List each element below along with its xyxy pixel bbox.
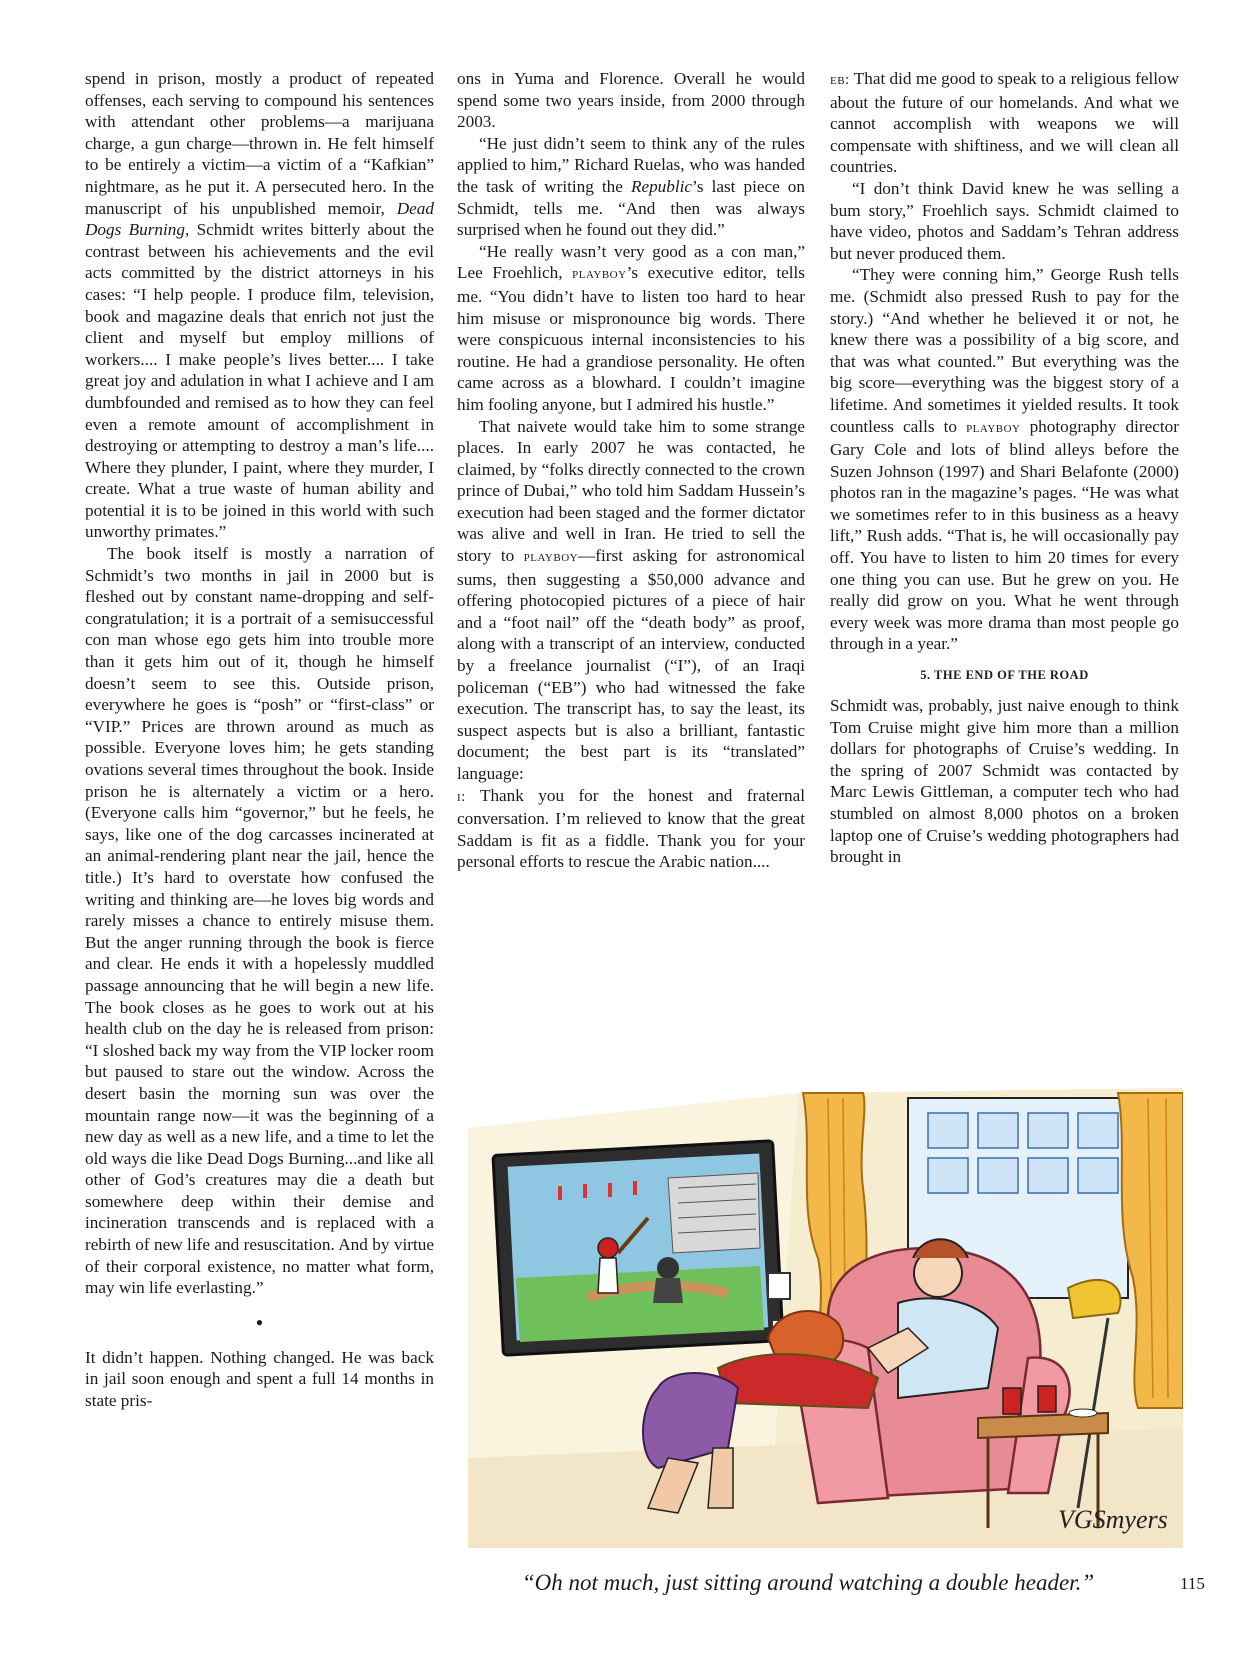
paragraph bbox=[830, 264, 1179, 655]
transcript-line bbox=[457, 785, 805, 873]
paragraph bbox=[457, 241, 805, 416]
magazine-name: playboy bbox=[523, 549, 579, 566]
text-run: That did me good to speak to a religious fellow about the future of our homelands. And what we cannot accomplish with weapons we will compensate with shiftiness, and we will clean all countries. bbox=[830, 69, 1179, 177]
book-title: Dead Dogs Burning bbox=[85, 198, 434, 240]
text-run: Thank you for the honest and fraternal conversation. I’m relieved to know that the great Saddam is fit as a fiddle. Thank you for your personal efforts to rescue the Arabic nation.... bbox=[457, 785, 805, 872]
magazine-name: playboy bbox=[966, 419, 1021, 436]
paragraph bbox=[457, 416, 805, 785]
cartoon-drawing bbox=[468, 1088, 1183, 1548]
paragraph bbox=[457, 133, 805, 241]
text-run: ’s executive editor, tells me. “You didn’t have to listen too hard to hear him misuse or mispronounce big words. There were conspicuous internal inconsistencies to his routine. He had a grandiose personality. He often came across as a blowhard. I couldn’t imagine him fooling anyone, but I admired his hustle.” bbox=[457, 263, 805, 414]
speaker-label: eb: bbox=[830, 72, 850, 88]
text-run: “He just didn’t seem to think any of the rules applied to him,” Richard Ruelas, who was handed the task of writing the bbox=[457, 133, 805, 196]
page-number: 115 bbox=[1180, 1574, 1205, 1593]
text-run: ’s last piece on Schmidt, tells me. “And then was always surprised when he found out they did.” bbox=[457, 176, 805, 240]
text-run: , Schmidt writes bitterly about the contrast between his achievements and the evil acts committed by the district attorneys in his cases: “I help people. I produce film, television, book and magazine deals that enrich not just the client and myself but employ millions of workers.... I make people’s lives better.... I take great joy and adulation in what I achieve and I am dumbfounded and remised as to how they can feel even a remote amount of accomplishment in destroying or attempting to destroy a man’s life.... Where they plunder, I paint, where they murder, I create. What a true waste of human ability and potential it is to be joined in this world with such unworthy primates.” bbox=[85, 220, 434, 542]
paragraph: ons in Yuma and Florence. Overall he would spend some two years inside, from 2000 through 2003. bbox=[457, 69, 805, 132]
text-run: photography director Gary Cole and lots of blind alleys before the Suzen Johnson (1997) and Shari Belafonte (2000) photos ran in the magazine’s pages. “He was what we sometimes refer to in this business as a heavy lift,” Rush adds. “That is, he will occasionally pay off. You have to listen to him 20 times for every one thing you can use. But he grew on you. He really did grow on you. What he went through every week was more drama than most people go through in a year.” bbox=[830, 416, 1179, 654]
cartoon-caption: “Oh not much, just sitting around watching a double header.” bbox=[521, 1570, 1095, 1595]
article-column-1 bbox=[85, 68, 434, 1412]
transcript-line bbox=[830, 68, 1179, 178]
paragraph: Schmidt was, probably, just naive enough to think Tom Cruise might give him more than a million dollars for photographs of Cruise’s wedding. In the spring of 2007 Schmidt was contacted by Marc Lewis Gittleman, a computer tech who had stumbled on almost 8,000 photos on a broken laptop one of Cruise’s wedding photographers had brought in bbox=[830, 696, 1179, 867]
text-run: —first asking for astronomical sums, then suggesting a $50,000 advance and offering photocopied pictures of a piece of hair and a “foot nail” off the “death body” as proof, along with a transcript of an interview, conducted by a freelance journalist (“I”), of an Iraqi policeman (“EB”) who had witnessed the fake execution. The transcript has, to say the least, its suspect aspects but is also a brilliant, fantastic document; the best part is its “translated” language: bbox=[457, 546, 805, 783]
cartoon-illustration bbox=[468, 1088, 1183, 1548]
paragraph: “I don’t think David knew he was selling a bum story,” Froehlich says. Schmidt claimed to have video, photos and Saddam’s Tehran address but never produced them. bbox=[830, 178, 1179, 263]
article-column-3 bbox=[830, 68, 1179, 868]
text-run: That naivete would take him to some strange places. In early 2007 he was contacted, he claimed, by “folks directly connected to the crown prince of Dubai,” who told him Saddam Hussein’s execution had been staged and the former dictator was alive and well in Iran. He tried to sell the story to bbox=[457, 416, 805, 566]
speaker-label: i: bbox=[457, 788, 466, 805]
section-bullet: • bbox=[255, 1309, 264, 1335]
section-heading: 5. THE END OF THE ROAD bbox=[920, 668, 1089, 683]
paragraph: It didn’t happen. Nothing changed. He was back in jail soon enough and spent a full 14 months in state pris- bbox=[85, 1347, 434, 1411]
publication-name: Republic bbox=[630, 176, 693, 196]
paragraph: The book itself is mostly a narration of Schmidt’s two months in jail in 2000 but is fleshed out by constant name-dropping and self-congratulation; it is a portrait of a semisuccessful con man whose ego gets him into trouble more than it gets him out of it, though he himself doesn’t seem to see this. Outside prison, everywhere he goes is “posh” or “first-class” or “VIP.” Prices are thrown around as much as possible. Everyone loves him; he gets standing ovations several times throughout the book. Inside prison he is alternately a victim or a hero. (Everyone calls him “governor,” but he feels, he says, like one of the dog carcasses incinerated at an animal-rendering plant near the jail, hence the title.) It’s hard to overstate how confused the writing and thinking are—he loves big words and rarely misses a chance to entirely misuse them. But the anger running through the book is fierce and clear. He ends it with a hopelessly muddled passage announcing that he will begin a new life. The book closes as he goes to work out at his health club on the day he is released from prison: “I sloshed back my way from the VIP locker room but paused to stare out the window. Across the desert basin the morning sun was over the mountain range now—it was the beginning of a new day as well as a new life, and a time to let the old ways die like Dead Dogs Burning...and like all other of God’s creatures may die a death but somewhere deep within their demise and incineration transcends and is replaced with a rebirth of new life and resuscitation. And by virtue of their corporal existence, no matter what form, may win life everlasting.” bbox=[85, 544, 434, 1298]
article-column-2 bbox=[457, 68, 805, 873]
text-run: spend in prison, mostly a product of repeated offenses, each serving to compound his sentences with attendant other problems—a marijuana charge, a gun charge—thrown in. He felt himself to be entirely a victim—a victim of a “Kafkian” nightmare, as he put it. A persecuted hero. In the manuscript of his unpublished memoir, bbox=[85, 69, 434, 218]
magazine-name: playboy bbox=[572, 266, 627, 283]
text-run: “They were conning him,” George Rush tells me. (Schmidt also pressed Rush to pay for the story.) “And whether he believed it or not, he knew there was a possibility of a big score, and that was what counted.” But everything was the big score—everything was the biggest story of a lifetime. And sometimes it yielded results. It took countless calls to bbox=[830, 265, 1179, 436]
text-run: “He really wasn’t very good as a con man,” Lee Froehlich, bbox=[457, 241, 805, 283]
artist-signature: VGSmyers bbox=[1058, 1505, 1168, 1534]
paragraph bbox=[85, 68, 434, 543]
